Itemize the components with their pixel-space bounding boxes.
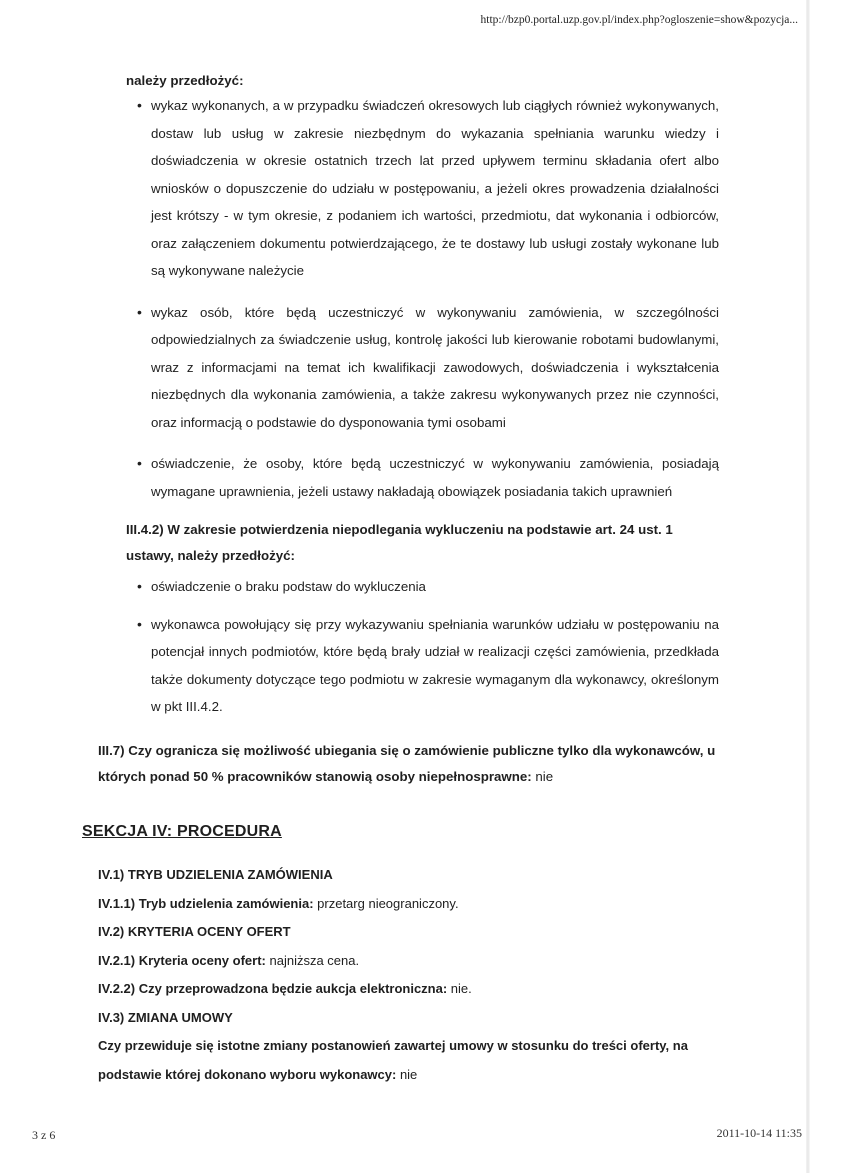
section-iv-title: SEKCJA IV: PROCEDURA: [82, 823, 282, 840]
row-iv-2-2: [98, 975, 738, 1004]
row-iv-1: [98, 861, 738, 890]
question-value: nie: [531, 769, 554, 784]
row-value: nie.: [447, 981, 472, 996]
row-label: Czy przewiduje się istotne zmiany postanowień zawartej umowy w stosunku do treści oferty, na podstawie której dokonano wyboru wykonawcy:: [98, 1038, 688, 1082]
bullet-list-qualifications: [137, 92, 719, 505]
bullet-list-exclusion: [137, 573, 719, 721]
row-label: IV.2.2) Czy przeprowadzona będzie aukcja elektroniczna:: [98, 981, 448, 996]
list-item: • oświadczenie, że osoby, które będą uczestniczyć w wykonywaniu zamówienia, posiadają wymagane uprawnienia, jeżeli ustawy nakładają obowiązek posiadania takich uprawnień: [137, 450, 719, 505]
row-label: IV.1) TRYB UDZIELENIA ZAMÓWIENIA: [98, 867, 333, 882]
row-iv-2: [98, 918, 738, 947]
list-item: • wykonawca powołujący się przy wykazywaniu spełniania warunków udziału w postępowaniu na potencjał innych podmiotów, które będą brały udział w realizacji części zamówienia, przedkłada także dokumenty dotyczące tego podmiotu w zakresie wymaganym dla wykonawcy, określonym w pkt III.4.2.: [137, 611, 719, 721]
page-url: http://bzp0.portal.uzp.gov.pl/index.php?ogloszenie=show&pozycja...: [480, 14, 798, 26]
row-iv-1-1: [98, 890, 738, 919]
row-value: najniższa cena.: [265, 952, 360, 968]
print-timestamp: 2011-10-14 11:35: [716, 1126, 802, 1140]
row-label: IV.1.1) Tryb udzielenia zamówienia:: [98, 895, 314, 911]
section-iv-content: [98, 861, 738, 1089]
row-value: przetarg nieograniczony.: [313, 895, 459, 911]
row-label: IV.2.1) Kryteria oceny ofert:: [98, 952, 266, 968]
list-item: • wykaz osób, które będą uczestniczyć w wykonywaniu zamówienia, w szczególności odpowiedzialnych za świadczenie usług, kontrolę jakości lub kierowanie robotami budowlanymi, wraz z informacjami na temat ich kwalifikacji zawodowych, doświadczenia i wykształcenia niezbędnych dla wykonania zamówienia, a także zakresu wykonywanych przez nie czynności, oraz informacją o podstawie do dysponowania tymi osobami: [137, 299, 719, 437]
heading-iii-4-2: III.4.2) W zakresie potwierdzenia niepodlegania wykluczeniu na podstawie art. 24 ust. 1 ustawy, należy przedłożyć:: [126, 522, 673, 563]
question-iii-7: [98, 738, 738, 790]
row-value: nie: [396, 1066, 418, 1082]
row-label: IV.2) KRYTERIA OCENY OFERT: [98, 924, 291, 939]
list-item: • wykaz wykonanych, a w przypadku świadczeń okresowych lub ciągłych również wykonywanych, dostaw lub usług w zakresie niezbędnym do wykazania spełniania warunku wiedzy i doświadczenia w okresie ostatnich trzech lat przed upływem terminu składania ofert albo wniosków o dopuszczenie do udziału w postępowaniu, a jeżeli okres prowadzenia działalności jest krótszy - w tym okresie, z podaniem ich wartości, przedmiotu, dat wykonania i odbiorców, oraz załączeniem dokumentu potwierdzającego, że te dostawy lub usługi zostały wykonane lub są wykonywane należycie: [137, 92, 719, 285]
list-item: • oświadczenie o braku podstaw do wykluczenia: [137, 573, 719, 601]
question-label: III.7) Czy ogranicza się możliwość ubiegania się o zamówienie publiczne tylko dla wykonawców, u których ponad 50 % pracowników stanowią osoby niepełnosprawne:: [98, 743, 716, 784]
row-contract-change: [98, 1032, 728, 1089]
page-number: 3 z 6: [32, 1128, 56, 1142]
row-iv-3: [98, 1004, 738, 1033]
scan-shadow: [806, 0, 810, 1173]
intro-label: należy przedłożyć:: [126, 73, 244, 88]
row-label: IV.3) ZMIANA UMOWY: [98, 1009, 233, 1025]
row-iv-2-1: [98, 947, 738, 976]
